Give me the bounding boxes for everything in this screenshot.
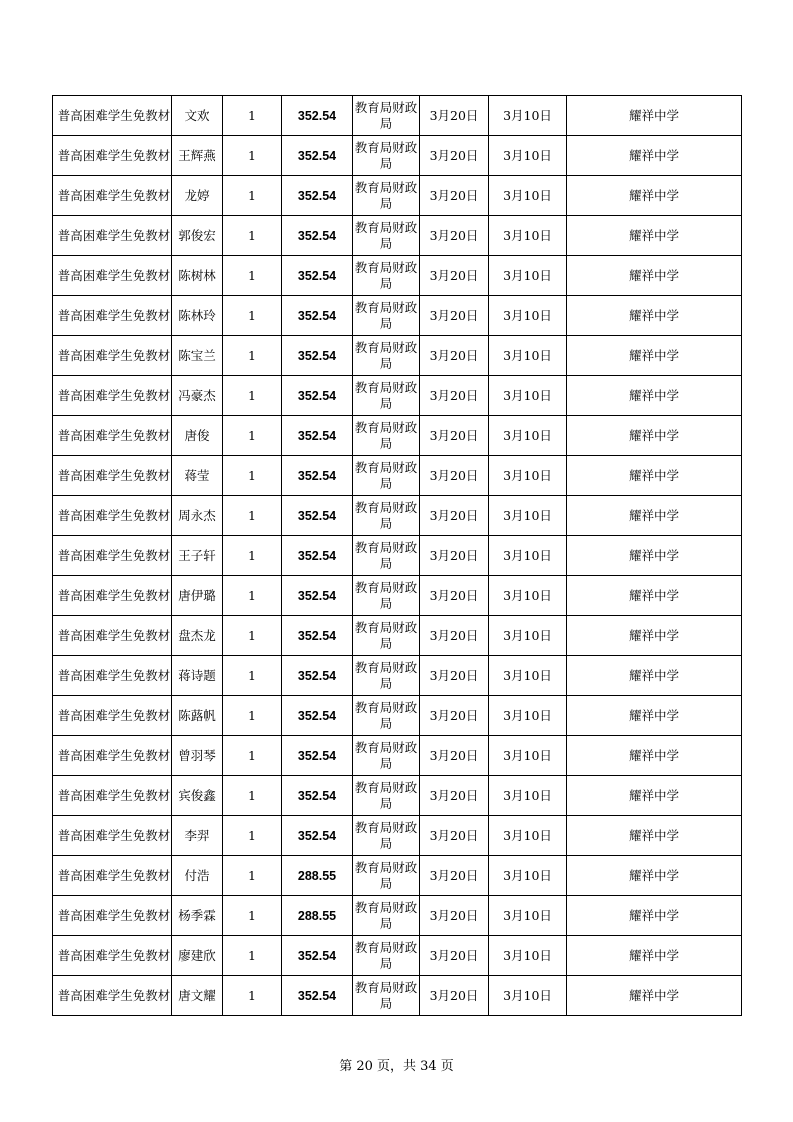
- school-cell: 耀祥中学: [567, 216, 742, 256]
- amount-cell: 352.54: [282, 96, 353, 136]
- school-cell: 耀祥中学: [567, 576, 742, 616]
- name-cell: 廖建欣: [172, 936, 223, 976]
- item-cell: 普高困难学生免教材: [53, 296, 172, 336]
- name-cell: 冯豪杰: [172, 376, 223, 416]
- item-cell: 普高困难学生免教材: [53, 896, 172, 936]
- count-cell: 1: [223, 576, 282, 616]
- school-cell: 耀祥中学: [567, 336, 742, 376]
- count-cell: 1: [223, 336, 282, 376]
- item-cell: 普高困难学生免教材: [53, 936, 172, 976]
- date-issued-cell: 3月20日: [420, 776, 489, 816]
- count-cell: 1: [223, 296, 282, 336]
- name-cell: 陈蕗帆: [172, 696, 223, 736]
- department-cell: 教育局财政局: [353, 456, 420, 496]
- amount-cell: 288.55: [282, 856, 353, 896]
- date-received-cell: 3月10日: [489, 336, 567, 376]
- date-issued-cell: 3月20日: [420, 896, 489, 936]
- date-issued-cell: 3月20日: [420, 456, 489, 496]
- count-cell: 1: [223, 256, 282, 296]
- table-row: [53, 376, 742, 416]
- name-cell: 陈林玲: [172, 296, 223, 336]
- date-issued-cell: 3月20日: [420, 336, 489, 376]
- table-row: [53, 616, 742, 656]
- table-row: [53, 456, 742, 496]
- count-cell: 1: [223, 736, 282, 776]
- count-cell: 1: [223, 816, 282, 856]
- name-cell: 杨季霖: [172, 896, 223, 936]
- name-cell: 王辉燕: [172, 136, 223, 176]
- date-issued-cell: 3月20日: [420, 856, 489, 896]
- school-cell: 耀祥中学: [567, 976, 742, 1016]
- amount-cell: 352.54: [282, 296, 353, 336]
- date-received-cell: 3月10日: [489, 616, 567, 656]
- school-cell: 耀祥中学: [567, 536, 742, 576]
- date-received-cell: 3月10日: [489, 136, 567, 176]
- page-footer: 第 20 页，共 34 页: [339, 1059, 454, 1074]
- department-cell: 教育局财政局: [353, 176, 420, 216]
- item-cell: 普高困难学生免教材: [53, 736, 172, 776]
- date-issued-cell: 3月20日: [420, 416, 489, 456]
- count-cell: 1: [223, 376, 282, 416]
- date-issued-cell: 3月20日: [420, 696, 489, 736]
- department-cell: 教育局财政局: [353, 256, 420, 296]
- department-cell: 教育局财政局: [353, 896, 420, 936]
- name-cell: 曾羽琴: [172, 736, 223, 776]
- amount-cell: 352.54: [282, 496, 353, 536]
- amount-cell: 352.54: [282, 696, 353, 736]
- name-cell: 唐伊璐: [172, 576, 223, 616]
- name-cell: 陈树林: [172, 256, 223, 296]
- name-cell: 唐俊: [172, 416, 223, 456]
- amount-cell: 352.54: [282, 376, 353, 416]
- department-cell: 教育局财政局: [353, 496, 420, 536]
- table-row: [53, 96, 742, 136]
- item-cell: 普高困难学生免教材: [53, 376, 172, 416]
- count-cell: 1: [223, 416, 282, 456]
- table-row: [53, 536, 742, 576]
- name-cell: 龙婷: [172, 176, 223, 216]
- date-issued-cell: 3月20日: [420, 496, 489, 536]
- count-cell: 1: [223, 856, 282, 896]
- department-cell: 教育局财政局: [353, 976, 420, 1016]
- name-cell: 唐文耀: [172, 976, 223, 1016]
- date-issued-cell: 3月20日: [420, 576, 489, 616]
- table-row: [53, 736, 742, 776]
- amount-cell: 352.54: [282, 176, 353, 216]
- count-cell: 1: [223, 456, 282, 496]
- date-received-cell: 3月10日: [489, 416, 567, 456]
- item-cell: 普高困难学生免教材: [53, 136, 172, 176]
- item-cell: 普高困难学生免教材: [53, 856, 172, 896]
- date-received-cell: 3月10日: [489, 696, 567, 736]
- school-cell: 耀祥中学: [567, 96, 742, 136]
- department-cell: 教育局财政局: [353, 376, 420, 416]
- count-cell: 1: [223, 616, 282, 656]
- date-issued-cell: 3月20日: [420, 216, 489, 256]
- department-cell: 教育局财政局: [353, 136, 420, 176]
- item-cell: 普高困难学生免教材: [53, 96, 172, 136]
- data-table: [52, 95, 742, 1016]
- date-issued-cell: 3月20日: [420, 96, 489, 136]
- table-row: [53, 336, 742, 376]
- amount-cell: 352.54: [282, 336, 353, 376]
- amount-cell: 352.54: [282, 416, 353, 456]
- table-row: [53, 496, 742, 536]
- amount-cell: 352.54: [282, 216, 353, 256]
- count-cell: 1: [223, 976, 282, 1016]
- count-cell: 1: [223, 176, 282, 216]
- count-cell: 1: [223, 896, 282, 936]
- item-cell: 普高困难学生免教材: [53, 456, 172, 496]
- item-cell: 普高困难学生免教材: [53, 616, 172, 656]
- school-cell: 耀祥中学: [567, 456, 742, 496]
- date-received-cell: 3月10日: [489, 536, 567, 576]
- department-cell: 教育局财政局: [353, 776, 420, 816]
- item-cell: 普高困难学生免教材: [53, 696, 172, 736]
- date-received-cell: 3月10日: [489, 656, 567, 696]
- date-issued-cell: 3月20日: [420, 616, 489, 656]
- table-row: [53, 776, 742, 816]
- date-issued-cell: 3月20日: [420, 656, 489, 696]
- department-cell: 教育局财政局: [353, 576, 420, 616]
- item-cell: 普高困难学生免教材: [53, 496, 172, 536]
- count-cell: 1: [223, 776, 282, 816]
- table-row: [53, 976, 742, 1016]
- department-cell: 教育局财政局: [353, 296, 420, 336]
- amount-cell: 352.54: [282, 656, 353, 696]
- date-received-cell: 3月10日: [489, 816, 567, 856]
- count-cell: 1: [223, 696, 282, 736]
- date-issued-cell: 3月20日: [420, 936, 489, 976]
- date-received-cell: 3月10日: [489, 576, 567, 616]
- table-row: [53, 896, 742, 936]
- date-received-cell: 3月10日: [489, 776, 567, 816]
- item-cell: 普高困难学生免教材: [53, 816, 172, 856]
- date-received-cell: 3月10日: [489, 96, 567, 136]
- item-cell: 普高困难学生免教材: [53, 576, 172, 616]
- date-received-cell: 3月10日: [489, 896, 567, 936]
- school-cell: 耀祥中学: [567, 376, 742, 416]
- date-received-cell: 3月10日: [489, 256, 567, 296]
- amount-cell: 352.54: [282, 936, 353, 976]
- table-row: [53, 256, 742, 296]
- school-cell: 耀祥中学: [567, 176, 742, 216]
- date-issued-cell: 3月20日: [420, 816, 489, 856]
- name-cell: 李羿: [172, 816, 223, 856]
- school-cell: 耀祥中学: [567, 736, 742, 776]
- date-issued-cell: 3月20日: [420, 736, 489, 776]
- school-cell: 耀祥中学: [567, 616, 742, 656]
- amount-cell: 352.54: [282, 136, 353, 176]
- table-row: [53, 696, 742, 736]
- school-cell: 耀祥中学: [567, 296, 742, 336]
- amount-cell: 352.54: [282, 976, 353, 1016]
- department-cell: 教育局财政局: [353, 416, 420, 456]
- table-row: [53, 216, 742, 256]
- amount-cell: 288.55: [282, 896, 353, 936]
- item-cell: 普高困难学生免教材: [53, 536, 172, 576]
- department-cell: 教育局财政局: [353, 696, 420, 736]
- count-cell: 1: [223, 536, 282, 576]
- school-cell: 耀祥中学: [567, 136, 742, 176]
- item-cell: 普高困难学生免教材: [53, 656, 172, 696]
- table-row: [53, 816, 742, 856]
- item-cell: 普高困难学生免教材: [53, 176, 172, 216]
- amount-cell: 352.54: [282, 576, 353, 616]
- date-received-cell: 3月10日: [489, 856, 567, 896]
- count-cell: 1: [223, 936, 282, 976]
- school-cell: 耀祥中学: [567, 416, 742, 456]
- date-issued-cell: 3月20日: [420, 136, 489, 176]
- table-row: [53, 136, 742, 176]
- amount-cell: 352.54: [282, 536, 353, 576]
- name-cell: 周永杰: [172, 496, 223, 536]
- name-cell: 郭俊宏: [172, 216, 223, 256]
- date-received-cell: 3月10日: [489, 456, 567, 496]
- count-cell: 1: [223, 136, 282, 176]
- name-cell: 蒋诗题: [172, 656, 223, 696]
- date-received-cell: 3月10日: [489, 376, 567, 416]
- date-issued-cell: 3月20日: [420, 256, 489, 296]
- name-cell: 王子轩: [172, 536, 223, 576]
- item-cell: 普高困难学生免教材: [53, 416, 172, 456]
- table-row: [53, 656, 742, 696]
- department-cell: 教育局财政局: [353, 336, 420, 376]
- date-received-cell: 3月10日: [489, 176, 567, 216]
- count-cell: 1: [223, 96, 282, 136]
- department-cell: 教育局财政局: [353, 616, 420, 656]
- department-cell: 教育局财政局: [353, 656, 420, 696]
- department-cell: 教育局财政局: [353, 216, 420, 256]
- item-cell: 普高困难学生免教材: [53, 216, 172, 256]
- school-cell: 耀祥中学: [567, 696, 742, 736]
- count-cell: 1: [223, 496, 282, 536]
- department-cell: 教育局财政局: [353, 536, 420, 576]
- count-cell: 1: [223, 216, 282, 256]
- school-cell: 耀祥中学: [567, 256, 742, 296]
- date-issued-cell: 3月20日: [420, 376, 489, 416]
- table-row: [53, 856, 742, 896]
- item-cell: 普高困难学生免教材: [53, 776, 172, 816]
- date-received-cell: 3月10日: [489, 736, 567, 776]
- amount-cell: 352.54: [282, 736, 353, 776]
- date-received-cell: 3月10日: [489, 496, 567, 536]
- department-cell: 教育局财政局: [353, 856, 420, 896]
- date-issued-cell: 3月20日: [420, 536, 489, 576]
- date-received-cell: 3月10日: [489, 296, 567, 336]
- amount-cell: 352.54: [282, 776, 353, 816]
- date-received-cell: 3月10日: [489, 216, 567, 256]
- table-row: [53, 176, 742, 216]
- table-row: [53, 936, 742, 976]
- table-body: [53, 96, 742, 1016]
- department-cell: 教育局财政局: [353, 96, 420, 136]
- date-issued-cell: 3月20日: [420, 296, 489, 336]
- name-cell: 陈宝兰: [172, 336, 223, 376]
- item-cell: 普高困难学生免教材: [53, 336, 172, 376]
- amount-cell: 352.54: [282, 456, 353, 496]
- name-cell: 宾俊鑫: [172, 776, 223, 816]
- name-cell: 付浩: [172, 856, 223, 896]
- school-cell: 耀祥中学: [567, 496, 742, 536]
- school-cell: 耀祥中学: [567, 936, 742, 976]
- school-cell: 耀祥中学: [567, 776, 742, 816]
- school-cell: 耀祥中学: [567, 896, 742, 936]
- date-received-cell: 3月10日: [489, 976, 567, 1016]
- item-cell: 普高困难学生免教材: [53, 976, 172, 1016]
- name-cell: 蒋莹: [172, 456, 223, 496]
- name-cell: 盘杰龙: [172, 616, 223, 656]
- table-row: [53, 576, 742, 616]
- table-row: [53, 296, 742, 336]
- amount-cell: 352.54: [282, 256, 353, 296]
- amount-cell: 352.54: [282, 816, 353, 856]
- school-cell: 耀祥中学: [567, 656, 742, 696]
- item-cell: 普高困难学生免教材: [53, 256, 172, 296]
- amount-cell: 352.54: [282, 616, 353, 656]
- count-cell: 1: [223, 656, 282, 696]
- name-cell: 文欢: [172, 96, 223, 136]
- date-received-cell: 3月10日: [489, 936, 567, 976]
- table-row: [53, 416, 742, 456]
- date-issued-cell: 3月20日: [420, 976, 489, 1016]
- school-cell: 耀祥中学: [567, 816, 742, 856]
- department-cell: 教育局财政局: [353, 736, 420, 776]
- school-cell: 耀祥中学: [567, 856, 742, 896]
- department-cell: 教育局财政局: [353, 936, 420, 976]
- department-cell: 教育局财政局: [353, 816, 420, 856]
- date-issued-cell: 3月20日: [420, 176, 489, 216]
